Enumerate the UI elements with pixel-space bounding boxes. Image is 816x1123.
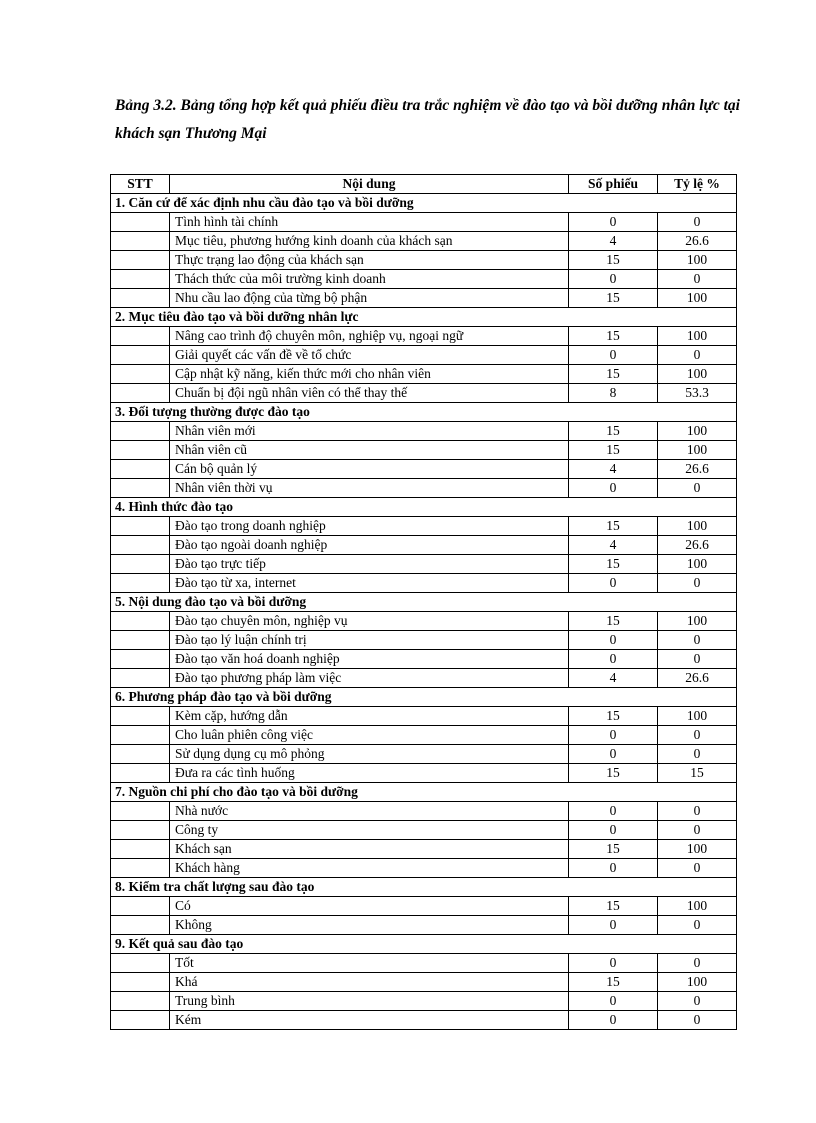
content-cell: Khách hàng [170, 859, 569, 878]
percent-cell: 100 [658, 555, 737, 574]
count-cell: 15 [569, 555, 658, 574]
table-row [111, 251, 737, 270]
section-row [111, 194, 737, 213]
stt-cell [111, 289, 170, 308]
percent-cell: 0 [658, 821, 737, 840]
count-cell: 4 [569, 669, 658, 688]
content-cell: Có [170, 897, 569, 916]
section-title: 6. Phương pháp đào tạo và bồi dưỡng [111, 688, 737, 707]
stt-cell [111, 270, 170, 289]
content-cell: Đào tạo trực tiếp [170, 555, 569, 574]
table-row [111, 460, 737, 479]
count-cell: 0 [569, 631, 658, 650]
table-row [111, 821, 737, 840]
stt-cell [111, 574, 170, 593]
header-content: Nội dung [170, 175, 569, 194]
stt-cell [111, 669, 170, 688]
stt-cell [111, 555, 170, 574]
table-caption: Bảng 3.2. Bảng tổng hợp kết quả phiếu điều tra trắc nghiệm về đào tạo và bồi dưỡng nhân lực tại khách sạn Thương Mại [115, 97, 740, 142]
count-cell: 15 [569, 707, 658, 726]
stt-cell [111, 384, 170, 403]
count-cell: 15 [569, 973, 658, 992]
section-title: 5. Nội dung đào tạo và bồi dưỡng [111, 593, 737, 612]
table-row [111, 631, 737, 650]
content-cell: Đào tạo phương pháp làm việc [170, 669, 569, 688]
section-row [111, 593, 737, 612]
percent-cell: 26.6 [658, 669, 737, 688]
count-cell: 0 [569, 270, 658, 289]
table-row [111, 726, 737, 745]
stt-cell [111, 764, 170, 783]
table-row [111, 365, 737, 384]
table-row [111, 270, 737, 289]
survey-results-table [110, 174, 737, 1030]
percent-cell: 100 [658, 840, 737, 859]
table-row [111, 669, 737, 688]
count-cell: 15 [569, 840, 658, 859]
section-row [111, 498, 737, 517]
content-cell: Nhân viên cũ [170, 441, 569, 460]
table-row [111, 764, 737, 783]
percent-cell: 0 [658, 954, 737, 973]
section-row [111, 935, 737, 954]
percent-cell: 100 [658, 897, 737, 916]
table-row [111, 973, 737, 992]
section-row [111, 308, 737, 327]
table-row [111, 232, 737, 251]
stt-cell [111, 612, 170, 631]
percent-cell: 0 [658, 859, 737, 878]
count-cell: 0 [569, 650, 658, 669]
content-cell: Đào tạo chuyên môn, nghiệp vụ [170, 612, 569, 631]
content-cell: Cập nhật kỹ năng, kiến thức mới cho nhân viên [170, 365, 569, 384]
header-row [111, 175, 737, 194]
stt-cell [111, 536, 170, 555]
percent-cell: 0 [658, 992, 737, 1011]
content-cell: Cán bộ quản lý [170, 460, 569, 479]
content-cell: Nhu cầu lao động của từng bộ phận [170, 289, 569, 308]
stt-cell [111, 840, 170, 859]
table-row [111, 441, 737, 460]
percent-cell: 100 [658, 365, 737, 384]
stt-cell [111, 707, 170, 726]
count-cell: 15 [569, 422, 658, 441]
content-cell: Đào tạo từ xa, internet [170, 574, 569, 593]
table-row [111, 346, 737, 365]
stt-cell [111, 479, 170, 498]
content-cell: Tình hình tài chính [170, 213, 569, 232]
table-row [111, 992, 737, 1011]
section-row [111, 688, 737, 707]
section-row [111, 783, 737, 802]
content-cell: Công ty [170, 821, 569, 840]
content-cell: Nhà nước [170, 802, 569, 821]
table-row [111, 897, 737, 916]
percent-cell: 0 [658, 916, 737, 935]
stt-cell [111, 650, 170, 669]
percent-cell: 100 [658, 707, 737, 726]
stt-cell [111, 821, 170, 840]
table-row [111, 213, 737, 232]
content-cell: Tốt [170, 954, 569, 973]
percent-cell: 0 [658, 1011, 737, 1030]
content-cell: Đưa ra các tình huống [170, 764, 569, 783]
table-row [111, 422, 737, 441]
percent-cell: 100 [658, 251, 737, 270]
section-title: 7. Nguồn chi phí cho đào tạo và bồi dưỡng [111, 783, 737, 802]
table-row [111, 916, 737, 935]
count-cell: 0 [569, 726, 658, 745]
percent-cell: 0 [658, 745, 737, 764]
stt-cell [111, 251, 170, 270]
table-row [111, 536, 737, 555]
count-cell: 0 [569, 745, 658, 764]
table-body [111, 194, 737, 1030]
percent-cell: 26.6 [658, 232, 737, 251]
percent-cell: 100 [658, 973, 737, 992]
stt-cell [111, 631, 170, 650]
percent-cell: 100 [658, 441, 737, 460]
count-cell: 15 [569, 612, 658, 631]
count-cell: 0 [569, 479, 658, 498]
content-cell: Đào tạo lý luận chính trị [170, 631, 569, 650]
content-cell: Khá [170, 973, 569, 992]
content-cell: Đào tạo văn hoá doanh nghiệp [170, 650, 569, 669]
table-row [111, 745, 737, 764]
count-cell: 0 [569, 992, 658, 1011]
stt-cell [111, 346, 170, 365]
count-cell: 15 [569, 365, 658, 384]
content-cell: Không [170, 916, 569, 935]
section-title: 3. Đối tượng thường được đào tạo [111, 403, 737, 422]
count-cell: 0 [569, 954, 658, 973]
percent-cell: 0 [658, 346, 737, 365]
count-cell: 4 [569, 232, 658, 251]
table-row [111, 574, 737, 593]
table-row [111, 802, 737, 821]
stt-cell [111, 897, 170, 916]
content-cell: Sử dụng dụng cụ mô phỏng [170, 745, 569, 764]
stt-cell [111, 1011, 170, 1030]
percent-cell: 0 [658, 802, 737, 821]
content-cell: Nhân viên mới [170, 422, 569, 441]
table-row [111, 612, 737, 631]
content-cell: Chuẩn bị đội ngũ nhân viên có thể thay thế [170, 384, 569, 403]
table-header [111, 175, 737, 194]
percent-cell: 100 [658, 517, 737, 536]
stt-cell [111, 327, 170, 346]
stt-cell [111, 422, 170, 441]
section-title: 9. Kết quả sau đào tạo [111, 935, 737, 954]
percent-cell: 0 [658, 213, 737, 232]
count-cell: 0 [569, 213, 658, 232]
stt-cell [111, 517, 170, 536]
percent-cell: 0 [658, 479, 737, 498]
table-row [111, 384, 737, 403]
stt-cell [111, 916, 170, 935]
content-cell: Nhân viên thời vụ [170, 479, 569, 498]
count-cell: 4 [569, 536, 658, 555]
stt-cell [111, 726, 170, 745]
section-row [111, 403, 737, 422]
count-cell: 0 [569, 916, 658, 935]
percent-cell: 0 [658, 726, 737, 745]
percent-cell: 53.3 [658, 384, 737, 403]
content-cell: Thách thức của môi trường kinh doanh [170, 270, 569, 289]
percent-cell: 0 [658, 574, 737, 593]
table-row [111, 479, 737, 498]
table-row [111, 289, 737, 308]
percent-cell: 0 [658, 270, 737, 289]
content-cell: Kém [170, 1011, 569, 1030]
count-cell: 0 [569, 574, 658, 593]
count-cell: 8 [569, 384, 658, 403]
percent-cell: 15 [658, 764, 737, 783]
content-cell: Đào tạo ngoài doanh nghiệp [170, 536, 569, 555]
table-row [111, 840, 737, 859]
percent-cell: 100 [658, 289, 737, 308]
count-cell: 15 [569, 897, 658, 916]
percent-cell: 26.6 [658, 460, 737, 479]
section-row [111, 878, 737, 897]
content-cell: Mục tiêu, phương hướng kinh doanh của khách sạn [170, 232, 569, 251]
section-title: 2. Mục tiêu đào tạo và bồi dưỡng nhân lực [111, 308, 737, 327]
stt-cell [111, 213, 170, 232]
count-cell: 15 [569, 289, 658, 308]
table-row [111, 954, 737, 973]
stt-cell [111, 441, 170, 460]
table-row [111, 555, 737, 574]
count-cell: 15 [569, 327, 658, 346]
stt-cell [111, 232, 170, 251]
percent-cell: 100 [658, 327, 737, 346]
percent-cell: 100 [658, 422, 737, 441]
table-row [111, 650, 737, 669]
table-row [111, 1011, 737, 1030]
stt-cell [111, 802, 170, 821]
table-row [111, 859, 737, 878]
stt-cell [111, 460, 170, 479]
count-cell: 0 [569, 346, 658, 365]
count-cell: 4 [569, 460, 658, 479]
content-cell: Cho luân phiên công việc [170, 726, 569, 745]
stt-cell [111, 859, 170, 878]
stt-cell [111, 992, 170, 1011]
table-row [111, 327, 737, 346]
percent-cell: 0 [658, 631, 737, 650]
count-cell: 0 [569, 859, 658, 878]
table-row [111, 517, 737, 536]
count-cell: 15 [569, 517, 658, 536]
content-cell: Nâng cao trình độ chuyên môn, nghiệp vụ, ngoại ngữ [170, 327, 569, 346]
content-cell: Khách sạn [170, 840, 569, 859]
section-title: 1. Căn cứ để xác định nhu cầu đào tạo và bồi dưỡng [111, 194, 737, 213]
stt-cell [111, 973, 170, 992]
stt-cell [111, 365, 170, 384]
count-cell: 0 [569, 1011, 658, 1030]
count-cell: 0 [569, 821, 658, 840]
section-title: 4. Hình thức đào tạo [111, 498, 737, 517]
content-cell: Thực trạng lao động của khách sạn [170, 251, 569, 270]
header-stt: STT [111, 175, 170, 194]
count-cell: 0 [569, 802, 658, 821]
count-cell: 15 [569, 764, 658, 783]
content-cell: Giải quyết các vấn đề về tổ chức [170, 346, 569, 365]
stt-cell [111, 954, 170, 973]
percent-cell: 0 [658, 650, 737, 669]
percent-cell: 26.6 [658, 536, 737, 555]
table-row [111, 707, 737, 726]
header-percent: Tỷ lệ % [658, 175, 737, 194]
header-count: Số phiếu [569, 175, 658, 194]
content-cell: Trung bình [170, 992, 569, 1011]
percent-cell: 100 [658, 612, 737, 631]
stt-cell [111, 745, 170, 764]
content-cell: Đào tạo trong doanh nghiệp [170, 517, 569, 536]
section-title: 8. Kiểm tra chất lượng sau đào tạo [111, 878, 737, 897]
count-cell: 15 [569, 441, 658, 460]
count-cell: 15 [569, 251, 658, 270]
content-cell: Kèm cặp, hướng dẫn [170, 707, 569, 726]
